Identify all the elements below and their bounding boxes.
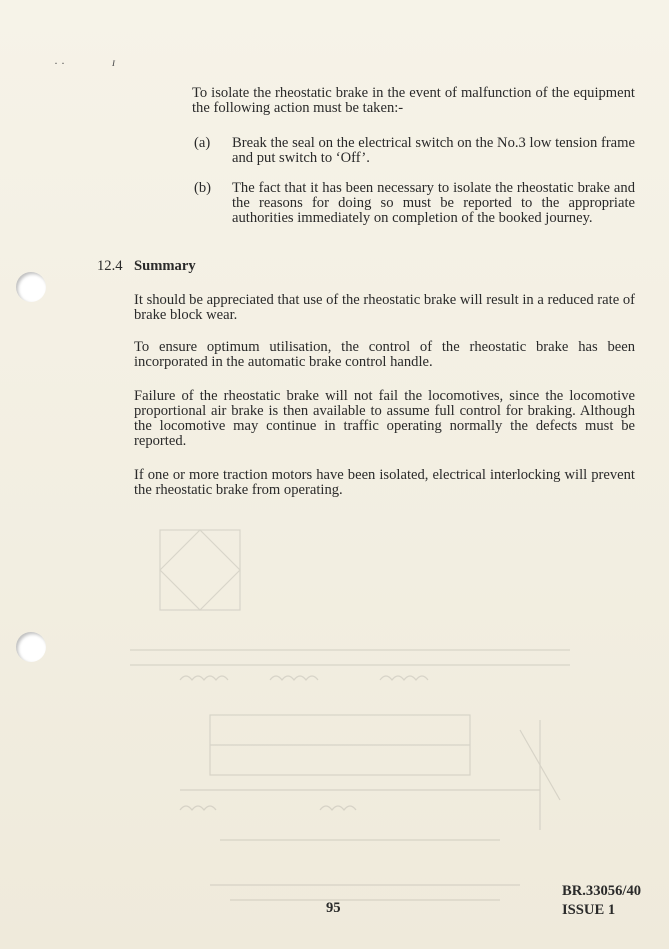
punch-hole-top (16, 272, 46, 302)
issue-number: ISSUE 1 (562, 902, 616, 918)
bleed-through-diagram (120, 500, 580, 920)
stray-mark: · · (54, 56, 65, 70)
item-a-text: Break the seal on the electrical switch on the No.3 low tension frame and put switch to ‘Off’. (232, 135, 635, 166)
punch-hole-bottom (16, 632, 46, 662)
page-number: 95 (326, 900, 341, 916)
intro-paragraph: To isolate the rheostatic brake in the event of malfunction of the equipment the following action must be taken:- (192, 85, 635, 116)
summary-paragraph: If one or more traction motors have been isolated, electrical interlocking will prevent the rheostatic brake from operating. (134, 467, 635, 498)
summary-paragraph: It should be appreciated that use of the rheostatic brake will result in a reduced rate of brake block wear. (134, 292, 635, 323)
section-number: 12.4 (97, 258, 123, 274)
section-title: Summary (134, 258, 196, 274)
document-reference: BR.33056/40 (562, 883, 642, 899)
summary-paragraph: To ensure optimum utilisation, the control of the rheostatic brake has been incorporated in the automatic brake control handle. (134, 339, 635, 370)
stray-mark: ɪ (112, 55, 116, 69)
item-b-label: (b) (194, 180, 212, 196)
item-b-text: The fact that it has been necessary to isolate the rheostatic brake and the reasons for doing so must be reported to the appropriate authorities immediately on completion of the booked journey. (232, 180, 635, 226)
summary-paragraph: Failure of the rheostatic brake will not fail the locomotives, since the locomotive proportional air brake is then available to assume full control for braking. Although the locomotive may continue in traffic operating normally the defects must be reported. (134, 388, 635, 449)
item-a-label: (a) (194, 135, 211, 151)
